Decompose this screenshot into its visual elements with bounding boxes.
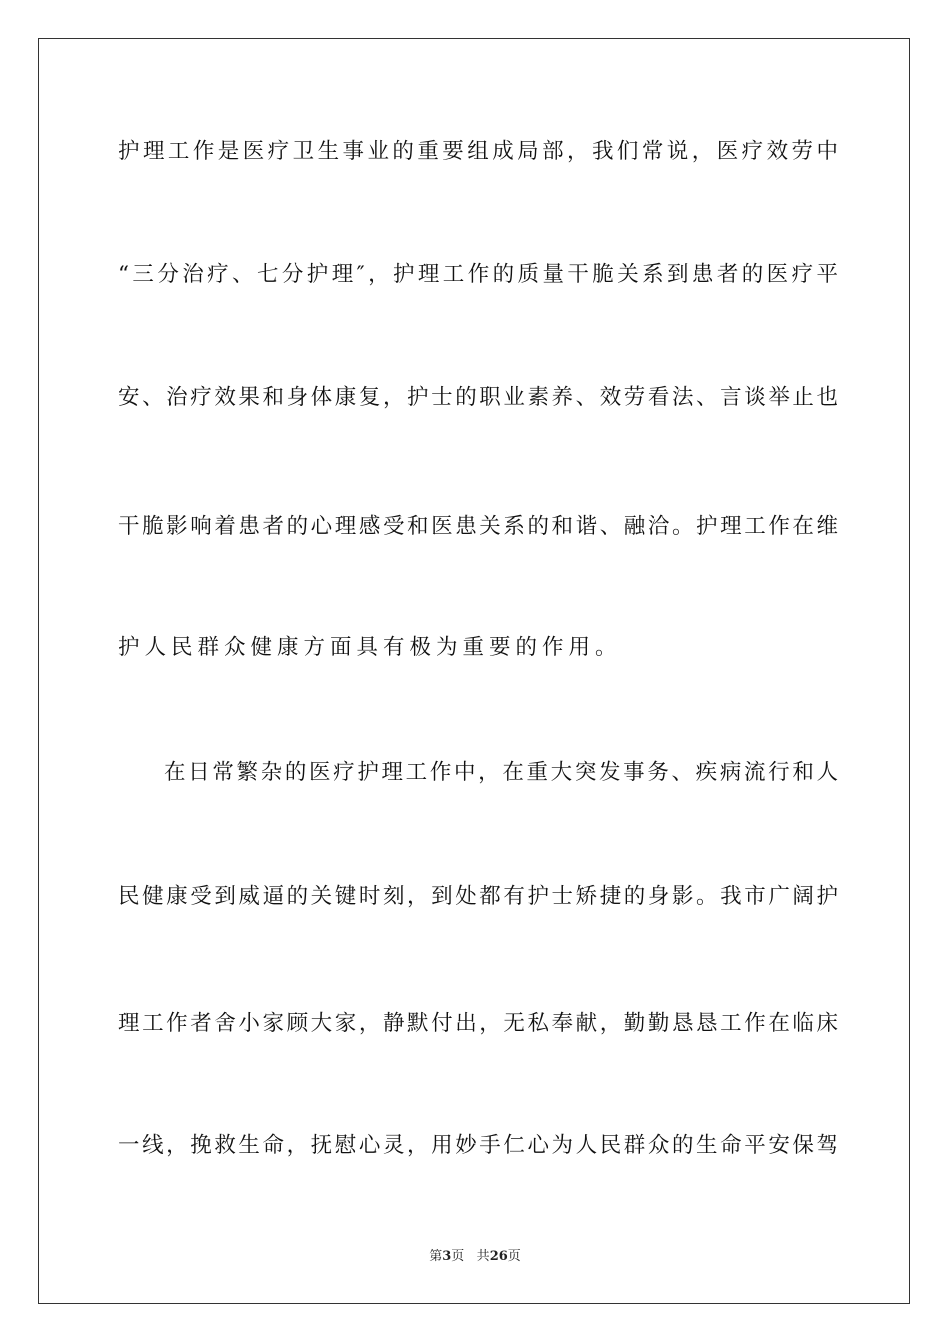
footer-page-suffix: 页 bbox=[451, 1249, 465, 1264]
footer-total-prefix: 共 bbox=[476, 1249, 490, 1264]
footer-total-pages: 26 bbox=[489, 1249, 508, 1264]
paragraph-1-line-2: “三分治疗、七分护理″，护理工作的质量干脆关系到患者的医疗平 bbox=[118, 262, 838, 287]
footer-page-prefix: 第 bbox=[429, 1249, 443, 1264]
paragraph-1-line-5: 护人民群众健康方面具有极为重要的作用。 bbox=[118, 635, 622, 660]
paragraph-2-line-1: 在日常繁杂的医疗护理工作中，在重大突发事务、疾病流行和人 bbox=[164, 760, 838, 785]
paragraph-1-line-1: 护理工作是医疗卫生事业的重要组成局部，我们常说，医疗效劳中 bbox=[118, 139, 838, 164]
paragraph-1-line-3: 安、治疗效果和身体康复，护士的职业素养、效劳看法、言谈举止也 bbox=[118, 385, 838, 410]
footer-total-suffix: 页 bbox=[507, 1249, 521, 1264]
page-border bbox=[38, 38, 910, 1304]
paragraph-2-line-2: 民健康受到威逼的关键时刻，到处都有护士矫捷的身影。我市广阔护 bbox=[118, 884, 838, 909]
paragraph-2-line-3: 理工作者舍小家顾大家，静默付出，无私奉献，勤勤恳恳工作在临床 bbox=[118, 1011, 838, 1036]
paragraph-2-line-4: 一线，挽救生命，抚慰心灵，用妙手仁心为人民群众的生命平安保驾 bbox=[118, 1133, 838, 1158]
page-footer bbox=[0, 1248, 950, 1266]
footer-page-number: 3 bbox=[442, 1249, 452, 1264]
paragraph-1-line-4: 干脆影响着患者的心理感受和医患关系的和谐、融洽。护理工作在维 bbox=[118, 514, 838, 539]
